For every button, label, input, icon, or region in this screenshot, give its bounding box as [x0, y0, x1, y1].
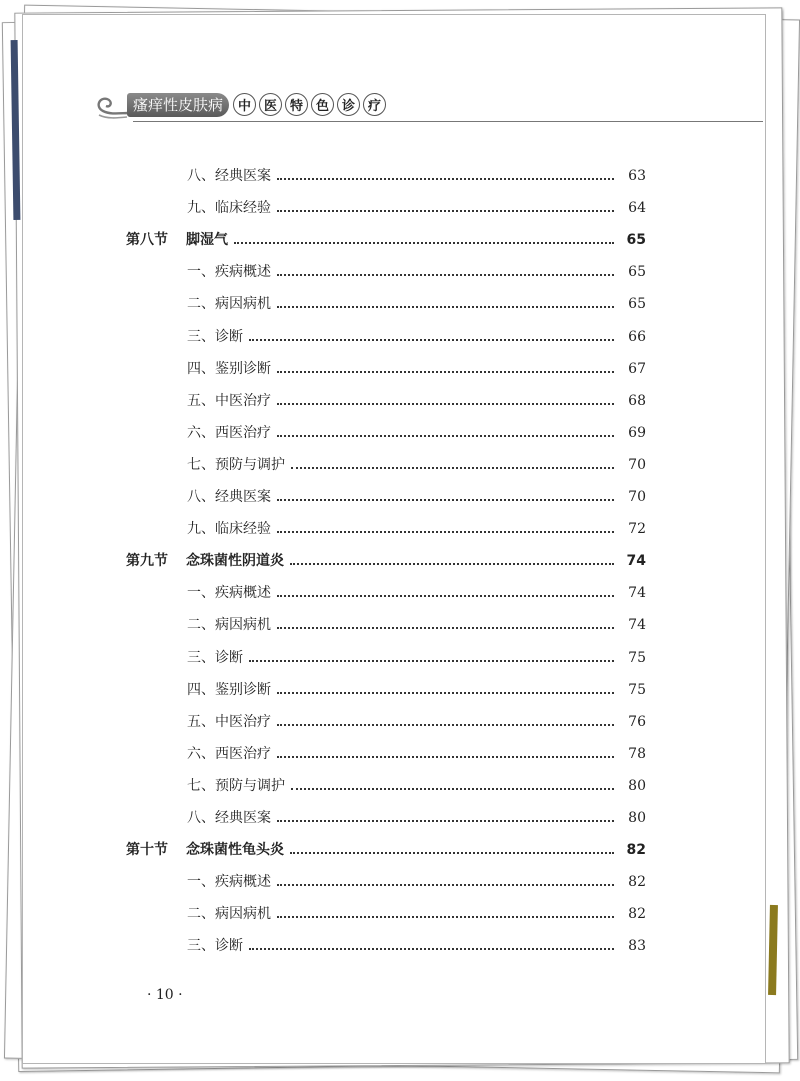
toc-leader-dots	[277, 178, 614, 180]
toc-section-number: 第九节	[126, 553, 168, 570]
toc-entry[interactable]	[187, 518, 646, 538]
toc-leader-dots	[277, 692, 614, 694]
toc-title: 九、临床经验	[187, 200, 271, 217]
toc-page-number: 65	[628, 296, 646, 313]
book-page	[22, 14, 766, 1064]
toc-entry[interactable]	[187, 422, 646, 442]
toc-page-number: 76	[628, 713, 646, 730]
toc-title: 二、病因病机	[187, 906, 271, 923]
toc-page-number: 69	[628, 424, 646, 441]
toc-page-number: 80	[628, 777, 646, 794]
toc-entry[interactable]	[187, 582, 646, 602]
toc-page-number: 66	[628, 328, 646, 345]
series-char: 中	[233, 93, 256, 116]
toc-entry[interactable]	[187, 454, 646, 474]
toc-leader-dots	[291, 788, 614, 790]
toc-title: 二、病因病机	[187, 296, 271, 313]
toc-entry[interactable]	[187, 614, 646, 634]
toc-page-number: 72	[628, 521, 646, 538]
toc-title: 脚湿气	[186, 232, 228, 249]
toc-leader-dots	[277, 403, 614, 405]
toc-leader-dots	[277, 306, 614, 308]
toc-page-number: 74	[628, 617, 646, 634]
toc-entry[interactable]	[187, 293, 646, 313]
toc-leader-dots	[277, 627, 614, 629]
toc-leader-dots	[277, 531, 614, 533]
toc-title: 六、西医治疗	[187, 424, 271, 441]
toc-page-number: 74	[628, 585, 646, 602]
toc-entry[interactable]	[187, 165, 646, 185]
toc-entry[interactable]	[187, 935, 646, 955]
toc-page-number: 67	[628, 360, 646, 377]
toc-title: 八、经典医案	[187, 489, 271, 505]
toc-title: 念珠菌性阴道炎	[186, 553, 284, 570]
toc-leader-dots	[277, 499, 614, 501]
toc-leader-dots	[290, 852, 614, 854]
toc-leader-dots	[277, 595, 614, 597]
toc-leader-dots	[277, 435, 614, 437]
toc-title: 三、诊断	[187, 328, 243, 345]
toc-section-number: 第八节	[126, 232, 168, 249]
toc-title: 一、疾病概述	[187, 264, 271, 281]
series-char: 医	[259, 93, 282, 116]
toc-page-number: 65	[626, 232, 646, 249]
toc-entry[interactable]	[187, 358, 646, 378]
toc-page-number: 63	[628, 168, 646, 184]
toc-title: 六、西医治疗	[187, 745, 271, 762]
toc-title: 二、病因病机	[187, 617, 271, 634]
toc-entry[interactable]	[187, 743, 646, 763]
toc-page-number: 75	[628, 681, 646, 698]
toc-entry[interactable]	[187, 326, 646, 346]
toc-leader-dots	[277, 210, 614, 212]
series-char: 疗	[363, 93, 386, 116]
toc-entry[interactable]	[187, 486, 646, 506]
running-header	[93, 91, 763, 131]
toc-leader-dots	[291, 467, 614, 469]
series-name	[229, 91, 386, 117]
toc-entry[interactable]	[187, 197, 646, 217]
toc-leader-dots	[277, 884, 614, 886]
toc-entry[interactable]	[187, 903, 646, 923]
toc-title: 八、经典医案	[187, 810, 271, 826]
series-char: 色	[311, 93, 334, 116]
toc-title: 四、鉴别诊断	[187, 681, 271, 698]
toc-leader-dots	[249, 339, 614, 341]
toc-entry[interactable]	[187, 871, 646, 891]
toc-page-number: 82	[626, 842, 646, 859]
toc-page-number: 80	[628, 810, 646, 826]
toc-page-number: 82	[628, 906, 646, 923]
toc-title: 三、诊断	[187, 938, 243, 955]
toc-leader-dots	[277, 724, 614, 726]
toc-leader-dots	[290, 563, 614, 565]
toc-leader-dots	[277, 274, 614, 276]
book-title: 瘙痒性皮肤病	[127, 93, 229, 117]
toc-page-number: 64	[628, 200, 646, 217]
toc-section-number: 第十节	[126, 842, 168, 859]
toc-title: 四、鉴别诊断	[187, 360, 271, 377]
toc-page-number: 82	[628, 874, 646, 891]
toc-leader-dots	[277, 756, 614, 758]
toc-leader-dots	[277, 916, 614, 918]
toc-page-number: 70	[628, 456, 646, 473]
toc-title: 五、中医治疗	[187, 392, 271, 409]
toc-title: 念珠菌性龟头炎	[186, 842, 284, 859]
toc-title: 一、疾病概述	[187, 585, 271, 602]
toc-title: 七、预防与调护	[187, 456, 285, 473]
toc-page-number: 74	[626, 553, 646, 570]
toc-title: 七、预防与调护	[187, 777, 285, 794]
toc-title: 八、经典医案	[187, 168, 271, 184]
toc-section-entry[interactable]	[126, 839, 646, 859]
toc-entry[interactable]	[187, 261, 646, 281]
toc-title: 三、诊断	[187, 649, 243, 666]
toc-leader-dots	[249, 660, 614, 662]
toc-entry[interactable]	[187, 775, 646, 795]
toc-entry[interactable]	[187, 679, 646, 699]
toc-leader-dots	[277, 371, 614, 373]
toc-page-number: 78	[628, 745, 646, 762]
page-number: · 10 ·	[147, 987, 183, 1003]
toc-entry[interactable]	[187, 711, 646, 731]
toc-leader-dots	[234, 242, 614, 244]
header-rule	[133, 121, 763, 122]
toc-page-number: 75	[628, 649, 646, 666]
toc-page-number: 65	[628, 264, 646, 281]
series-char: 特	[285, 93, 308, 116]
toc-leader-dots	[249, 948, 614, 950]
toc-section-entry[interactable]	[126, 550, 646, 570]
toc-leader-dots	[277, 820, 614, 822]
toc-title: 五、中医治疗	[187, 713, 271, 730]
toc-section-entry[interactable]	[126, 229, 646, 249]
toc-page-number: 70	[628, 489, 646, 505]
toc-page-number: 68	[628, 392, 646, 409]
toc-entry[interactable]	[187, 647, 646, 667]
toc-entry[interactable]	[187, 807, 646, 827]
toc-title: 九、临床经验	[187, 521, 271, 538]
toc-title: 一、疾病概述	[187, 874, 271, 891]
toc-page-number: 83	[628, 938, 646, 955]
series-char: 诊	[337, 93, 360, 116]
toc-entry[interactable]	[187, 390, 646, 410]
